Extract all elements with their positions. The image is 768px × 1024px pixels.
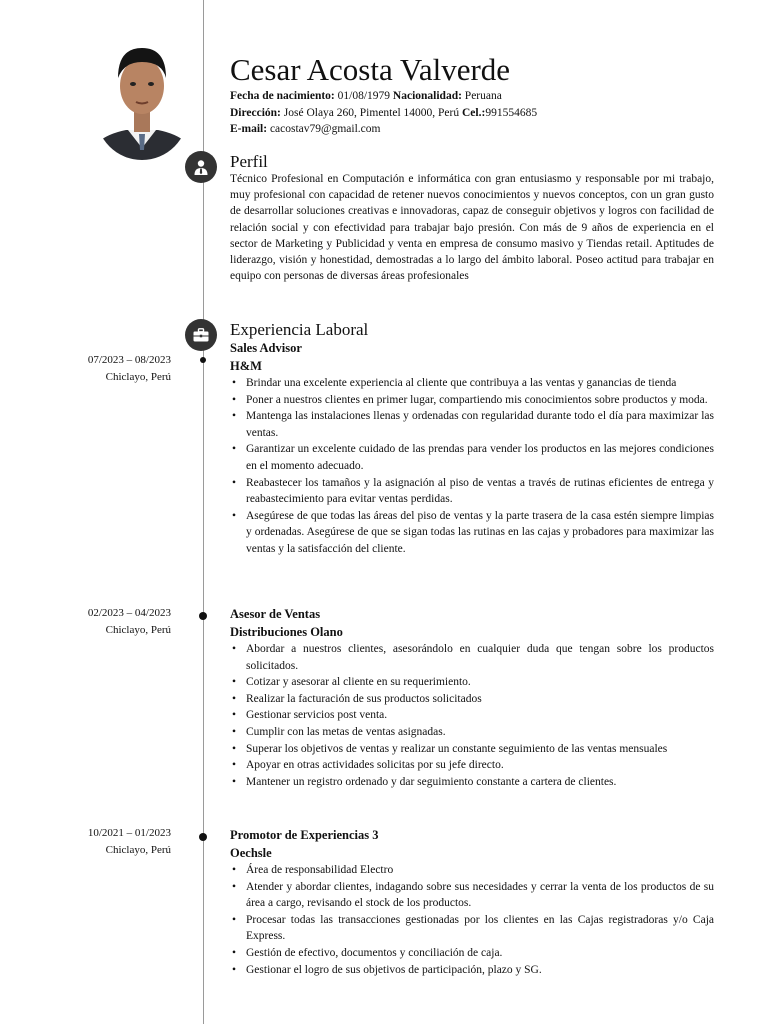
- timeline-dot: [199, 612, 207, 620]
- list-item: • Mantenga las instalaciones llenas y ordenadas con regularidad durante todo el día para maximizar las ventas.: [230, 408, 714, 441]
- job-date-range: 02/2023 – 04/2023: [87, 607, 171, 619]
- list-item: • Poner a nuestros clientes en primer lugar, compartiendo mis conocimientos sobre productos y moda.: [230, 392, 714, 409]
- list-item: • Asegúrese de que todas las áreas del piso de ventas y la parte trasera de la casa estén siempre limpias y ordenadas. Asegúrese de que se sigan todas las rutinas en las cajas y probadores para maximizar las ventas y la satisfacción del cliente.: [230, 508, 714, 558]
- job-entry-2: [230, 605, 714, 790]
- list-item: • Brindar una excelente experiencia al cliente que contribuya a las ventas y ganancias de tienda: [230, 375, 714, 392]
- job-company: Oechsle: [230, 846, 272, 860]
- birth-label: Fecha de nacimiento:: [230, 90, 335, 102]
- candidate-name: Cesar Acosta Valverde: [230, 52, 511, 87]
- profile-section-title: Perfil: [230, 152, 268, 171]
- job-role: Asesor de Ventas: [230, 607, 321, 621]
- job-date-range: 10/2021 – 01/2023: [87, 827, 171, 839]
- email-label: E-mail:: [230, 123, 268, 135]
- list-item: • Apoyar en otras actividades solicitas por su jefe directo.: [230, 757, 714, 774]
- job-bullets: [230, 641, 714, 790]
- list-item: • Gestionar el logro de sus objetivos de participación, plazo y SG.: [230, 962, 714, 979]
- nationality-value: Peruana: [461, 90, 502, 102]
- list-item: • Gestionar servicios post venta.: [230, 707, 714, 724]
- list-item: • Mantener un registro ordenado y dar seguimiento constante a cartera de clientes.: [230, 774, 714, 791]
- profile-summary: Técnico Profesional en Computación e informática con gran entusiasmo y responsable por mi trabajo, muy profesional con capacidad de retener nuevos conocimientos y nuevos conceptos, con un gran gusto de desarrollar soluciones creativas e innovadoras, capaz de conseguir objetivos y logros con facilidad de relación social y con efectividad para trabajar bajo presión. Con más de 9 años de experiencia en el sector de Marketing y Publicidad y venta en empresa de consumo masivo y Tiendas retail. Aptitudes de liderazgo, visión y honestidad, demostradas a lo largo del ámbito laboral. Poseo actitud para trabajar en equipo con personas de diversas áreas profesionales: [230, 173, 714, 283]
- list-item: • Superar los objetivos de ventas y realizar un constante seguimiento de las ventas mensuales: [230, 741, 714, 758]
- list-item: • Gestión de efectivo, documentos y conciliación de caja.: [230, 945, 714, 962]
- profile-photo: [96, 36, 188, 160]
- list-item: • Abordar a nuestros clientes, asesorándolo en cualquier duda que tengan sobre los productos solicitados.: [230, 641, 714, 674]
- timeline-dot: [199, 833, 207, 841]
- job-dates-3: [40, 825, 171, 858]
- experience-section-title: Experiencia Laboral: [230, 320, 369, 339]
- nationality-label: Nacionalidad:: [392, 90, 462, 102]
- job-role: Sales Advisor: [230, 341, 302, 355]
- list-item: • Cotizar y asesorar al cliente en su requerimiento.: [230, 674, 714, 691]
- job-company: Distribuciones Olano: [230, 625, 343, 639]
- job-entry-3: [230, 826, 714, 978]
- address-value: José Olaya 260, Pimentel 14000, Perú: [280, 106, 462, 119]
- job-location: Chiclayo, Perú: [105, 843, 171, 856]
- birth-value: 01/08/1979: [334, 90, 393, 102]
- list-item: • Realizar la facturación de sus productos solicitados: [230, 691, 714, 708]
- user-tie-icon: [185, 151, 217, 183]
- job-role: Promotor de Experiencias 3: [230, 828, 379, 842]
- contact-info: [230, 88, 714, 138]
- phone-label: Cel.:: [462, 106, 486, 119]
- job-dates-2: [40, 605, 171, 638]
- job-location: Chiclayo, Perú: [105, 623, 171, 636]
- phone-value: 991554685: [485, 106, 538, 119]
- list-item: • Reabastecer los tamaños y la asignación al piso de ventas a través de rutinas eficientes de entrega y reabastecimiento para evitar ventas perdidas.: [230, 475, 714, 508]
- list-item: • Atender y abordar clientes, indagando sobre sus necesidades y cerrar la venta de los productos de su área a cargo, revisando el stock de los productos.: [230, 879, 714, 912]
- job-entry-1: [230, 339, 714, 558]
- list-item: • Cumplir con las metas de ventas asignadas.: [230, 724, 714, 741]
- address-label: Dirección:: [230, 106, 281, 119]
- birth-nationality-line: [230, 88, 714, 105]
- list-item: • Área de responsabilidad Electro: [230, 862, 714, 879]
- job-company: H&M: [230, 359, 262, 373]
- job-dates-1: [40, 352, 171, 385]
- email-line: [230, 121, 714, 138]
- email-value[interactable]: cacostav79@gmail.com: [267, 123, 381, 135]
- address-phone-line: [230, 105, 714, 122]
- timeline-dot: [200, 357, 206, 363]
- list-item: • Garantizar un excelente cuidado de las prendas para vender los productos en las mejores condiciones en el momento adecuado.: [230, 441, 714, 474]
- job-bullets: [230, 375, 714, 558]
- person-photo-icon: [96, 36, 188, 160]
- job-location: Chiclayo, Perú: [105, 370, 171, 383]
- list-item: • Procesar todas las transacciones gestionadas por los clientes en las Cajas registradoras y/o Caja Express.: [230, 912, 714, 945]
- job-bullets: [230, 862, 714, 978]
- job-date-range: 07/2023 – 08/2023: [87, 354, 171, 366]
- briefcase-icon: [185, 319, 217, 351]
